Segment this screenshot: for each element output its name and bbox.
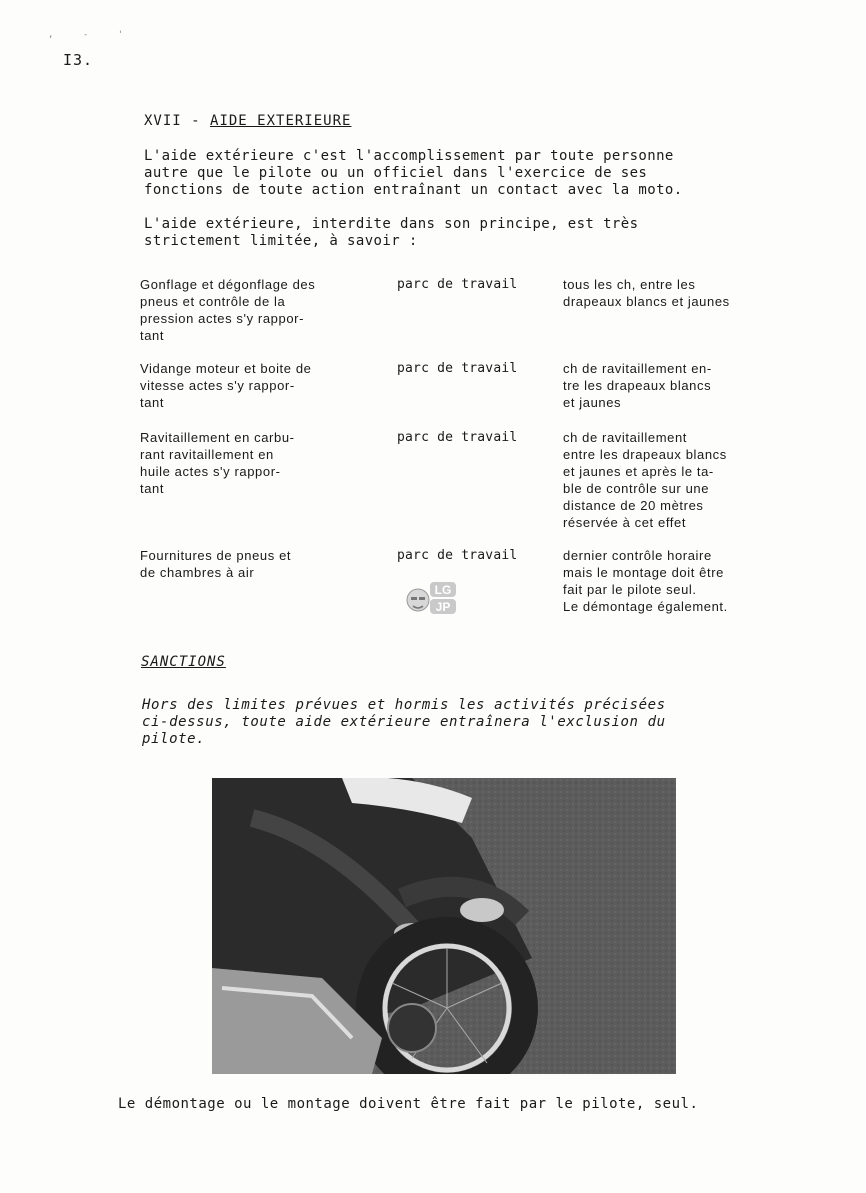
logo-text-jp: JP xyxy=(435,600,451,614)
rule-condition: ch de ravitaillement en- tre les drapeaux blancs et jaunes xyxy=(563,361,712,410)
rule-condition: tous les ch, entre les drapeaux blancs et jaunes xyxy=(563,277,730,309)
rule-action: Gonflage et dégonflage des pneus et contrôle de la pression actes s'y rappor- tant xyxy=(140,277,316,343)
rule-location: parc de travail xyxy=(397,361,518,376)
page-number: I3. xyxy=(63,51,94,69)
rule-location: parc de travail xyxy=(397,277,518,292)
rule-action: Fournitures de pneus et de chambres à air xyxy=(140,548,292,580)
section-title: AIDE EXTERIEURE xyxy=(210,113,352,129)
rule-condition: ch de ravitaillement entre les drapeaux blancs et jaunes et après le ta- ble de contrôle sur une distance de 20 mètres réservée à cet effet xyxy=(563,430,727,530)
lgjp-watermark-logo xyxy=(404,578,460,618)
logo-text-lg: LG xyxy=(434,583,452,597)
section-heading xyxy=(144,113,351,129)
tyre-mounting-photo xyxy=(212,778,676,1074)
definition-paragraph: L'aide extérieure c'est l'accomplissement par toute personne autre que le pilote ou un officiel dans l'exercice de ses fonctions de toute action entraînant un contact avec la moto. xyxy=(144,148,683,198)
brake-hub xyxy=(388,1004,436,1052)
scan-specks: , - ' xyxy=(48,30,136,40)
hand xyxy=(460,898,504,922)
sanctions-text: Hors des limites prévues et hormis les activités précisées ci-dessus, toute aide extérieure entraînera l'exclusion du pilote. xyxy=(142,697,666,747)
rule-location: parc de travail xyxy=(397,548,518,563)
rule-condition: dernier contrôle horaire mais le montage doit être fait par le pilote seul. Le démontage également. xyxy=(563,548,728,614)
rule-action: Vidange moteur et boite de vitesse actes s'y rappor- tant xyxy=(140,361,312,410)
rule-action: Ravitaillement en carbu- rant ravitaillement en huile actes s'y rappor- tant xyxy=(140,430,295,496)
rule-location: parc de travail xyxy=(397,430,518,445)
limitation-paragraph: L'aide extérieure, interdite dans son principe, est très strictement limitée, à savoir : xyxy=(144,216,639,249)
sanctions-heading: SANCTIONS xyxy=(141,654,226,670)
photo-caption: Le démontage ou le montage doivent être fait par le pilote, seul. xyxy=(118,1096,699,1112)
section-number: XVII - xyxy=(144,113,211,129)
